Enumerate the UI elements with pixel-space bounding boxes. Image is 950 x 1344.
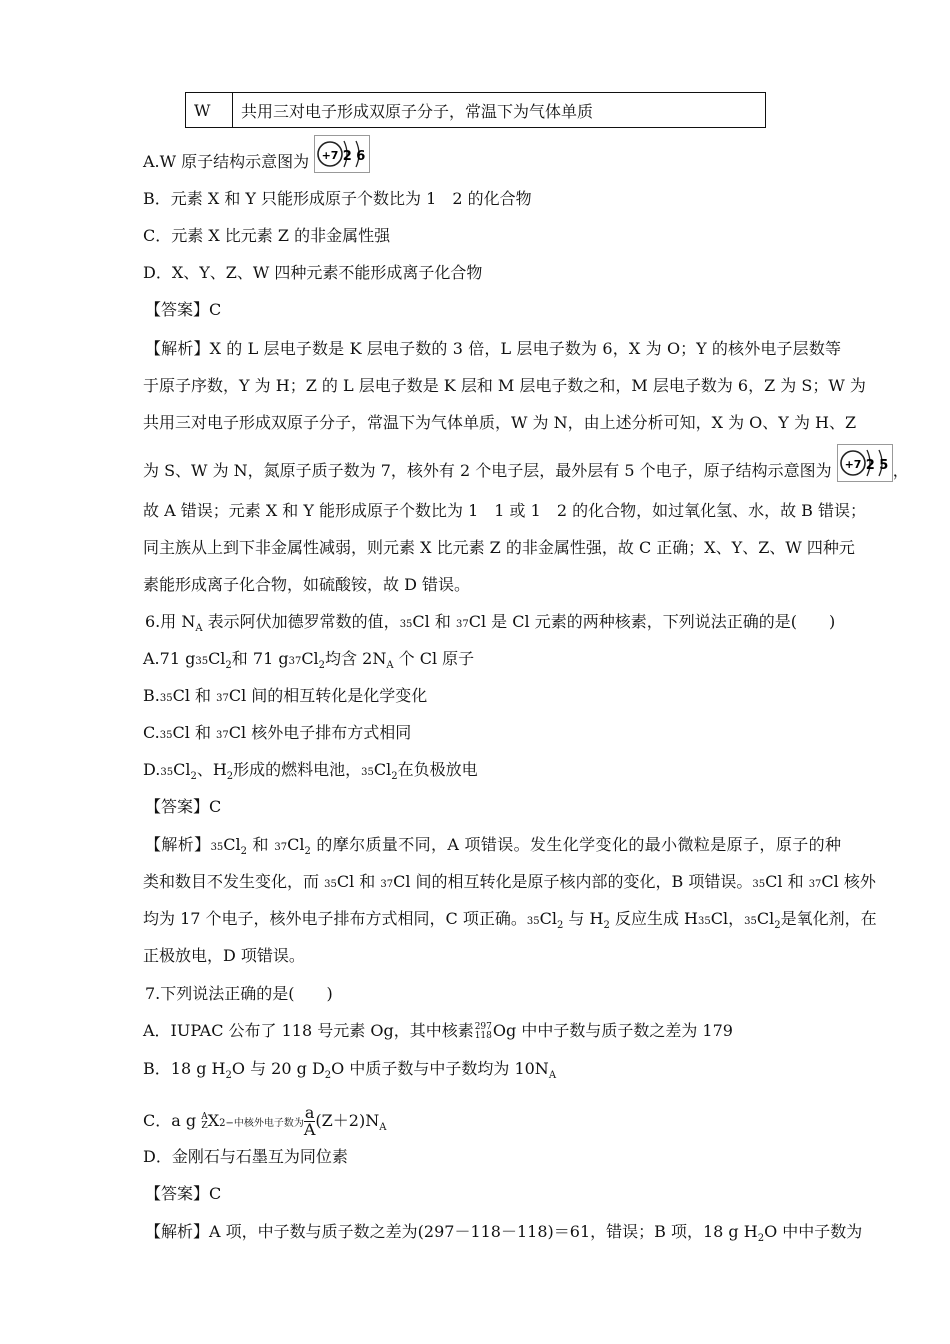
q6-text: 个 Cl 原子 xyxy=(393,649,475,668)
mass-number: 37 xyxy=(216,730,229,741)
subscript: 2 xyxy=(556,920,564,932)
mass-number: 297 xyxy=(474,1021,492,1032)
element-cl: Cl xyxy=(301,649,319,668)
q5-answer: 【答案】C xyxy=(145,300,222,319)
analysis-text: 为 S、W 为 N，氮原子质子数为 7，核外有 2 个电子层，最外层有 5 个电子，原子结构示意图为 xyxy=(143,461,832,480)
q6-text: A.71 g xyxy=(143,649,196,668)
q6-text: 间的相互转化是化学变化 xyxy=(246,686,428,705)
q5-analysis-line-6: 同主族从上到下非金属性减弱，则元素 X 比元素 Z 的非金属性强，故 C 正确；X、Y、Z、W 四种元 xyxy=(143,538,855,557)
mass-number: 35 xyxy=(752,879,766,890)
analysis-text: 类和数目不发生变化，而 xyxy=(143,872,325,891)
q6-analysis-line-4: 正极放电，D 项错误。 xyxy=(143,946,305,965)
element-cl: Cl xyxy=(228,723,247,742)
subscript: 2 xyxy=(757,1233,765,1245)
subscript: 2 xyxy=(240,846,248,858)
element-cl: Cl xyxy=(228,686,247,705)
analysis-label: 【解析】 xyxy=(145,1222,210,1241)
subscript: 2 xyxy=(225,660,232,672)
analysis-label: 【解析】 xyxy=(145,835,211,854)
atomic-number: 118 xyxy=(474,1030,492,1041)
analysis-text: 是氧化剂，在 xyxy=(780,909,877,928)
mass-number: 35 xyxy=(698,916,711,927)
mass-number: 35 xyxy=(195,656,209,667)
q5-analysis-line-7: 素能形成离子化合物，如硫酸铵，故 D 错误。 xyxy=(143,575,471,594)
q6-analysis-line-3: 均为 17 个电子，核外电子排布方式相同，C 项正确。$35Cl_2$ 与 $H_2$ 反应生成 H35Cl，$35Cl_2$是氧化剂，在 xyxy=(143,909,877,932)
element-cl: Cl xyxy=(172,686,190,705)
q5-option-b: B．元素 X 和 Y 只能形成原子个数比为 1 2 的化合物 xyxy=(143,189,532,208)
fraction-numerator: a xyxy=(304,1103,315,1122)
q5-option-d: D．X、Y、Z、W 四种元素不能形成离子化合物 xyxy=(143,263,483,282)
fraction-denominator: A xyxy=(303,1120,316,1139)
element-cl: Cl xyxy=(512,612,530,631)
q7-text: (Z＋2)N xyxy=(315,1111,380,1130)
diagram-nucleus-label: +7 xyxy=(844,457,862,471)
q6-stem-text: 元素的两种核素，下列说法正确的是( ) xyxy=(529,612,836,631)
q6-stem-text: 和 xyxy=(429,612,456,631)
element-cl: Cl xyxy=(336,872,355,891)
element-cl: Cl xyxy=(710,909,729,928)
q7-stem: 7.下列说法正确的是( ) xyxy=(145,984,333,1003)
diagram-nucleus-label: +7 xyxy=(321,148,339,162)
subscript: 2 xyxy=(391,771,398,783)
element-cl: Cl xyxy=(373,760,392,779)
mass-number: A xyxy=(201,1111,208,1122)
mass-number: 37 xyxy=(455,619,469,630)
q6-option-d xyxy=(143,760,478,787)
element-cl: Cl xyxy=(412,612,430,631)
analysis-text: 和 xyxy=(354,872,381,891)
q6-text: 、H xyxy=(196,760,227,779)
q6-analysis-line-2 xyxy=(143,872,876,895)
element-cl: Cl xyxy=(821,872,839,891)
mass-number: 37 xyxy=(274,842,288,853)
element-symbol-cell: W xyxy=(186,93,233,128)
q6-text: 核外电子排布方式相同 xyxy=(246,723,412,742)
element-description-cell: 共用三对电子形成双原子分子，常温下为气体单质 xyxy=(233,93,766,128)
q5-analysis-line-1 xyxy=(145,339,841,359)
q7-option-d: D．金刚石与石墨互为同位素 xyxy=(143,1147,348,1166)
mass-number: 37 xyxy=(288,656,302,667)
mass-number: 35 xyxy=(159,693,173,704)
subscript: A xyxy=(379,1122,387,1134)
subscript: 2 xyxy=(603,920,610,932)
analysis-text: 的摩尔质量不同，A 项错误。发生化学变化的最小微粒是原子，原子的种 xyxy=(310,835,841,854)
atom-structure-diagram-icon xyxy=(837,444,893,482)
q7-option-b xyxy=(143,1059,556,1086)
diagram-shells-label: 2 5 xyxy=(865,457,889,473)
q5-option-c: C．元素 X 比元素 Z 的非金属性强 xyxy=(143,226,391,245)
q7-text: C．a g xyxy=(143,1111,202,1130)
mass-number: 35 xyxy=(160,767,174,778)
q7-text: X xyxy=(207,1111,220,1130)
element-cl: Cl xyxy=(765,872,783,891)
analysis-text: X 的 L 层电子数是 K 层电子数的 3 倍，L 层电子数为 6，X 为 O；Y 的核外电子层数等 xyxy=(209,339,841,358)
mass-number: 35 xyxy=(744,916,757,927)
element-cl: Cl xyxy=(173,760,191,779)
q6-analysis-line-1 xyxy=(145,835,841,862)
analysis-text: 和 xyxy=(782,872,809,891)
q6-text: C. xyxy=(143,723,160,742)
q7-text: B．18 g H xyxy=(143,1059,226,1078)
table-row xyxy=(186,93,766,128)
analysis-label: 【解析】 xyxy=(145,339,210,358)
analysis-text: 均为 17 个电子，核外电子排布方式相同，C 项正确。 xyxy=(143,909,527,928)
fraction xyxy=(304,1105,316,1138)
subscript: A xyxy=(386,660,394,672)
subscript: 2 xyxy=(225,1070,232,1082)
q6-option-a xyxy=(143,649,474,676)
subscript: 2 xyxy=(318,660,326,672)
element-cl: Cl xyxy=(172,723,190,742)
q7-option-c xyxy=(143,1105,386,1138)
subscript: A xyxy=(548,1070,557,1082)
q6-text: B. xyxy=(143,686,160,705)
q7-text: 2−中核外电子数为 xyxy=(219,1118,304,1129)
analysis-text: 与 H xyxy=(563,909,604,928)
analysis-text: O 中中子数为 xyxy=(764,1222,863,1241)
nuclide-notation xyxy=(475,1023,492,1041)
subscript: 2 xyxy=(304,846,311,858)
q7-text: O 中质子数与中子数均为 10N xyxy=(331,1059,549,1078)
q5-analysis-line-4 xyxy=(143,457,909,482)
q7-text: A．IUPAC 公布了 118 号元素 Og，其中核素 xyxy=(143,1021,474,1040)
q6-option-b xyxy=(143,686,427,709)
analysis-text: 反应生成 H xyxy=(609,909,698,928)
mass-number: 35 xyxy=(210,842,224,853)
subscript: 2 xyxy=(324,1070,332,1082)
mass-number: 35 xyxy=(361,767,374,778)
mass-number: 37 xyxy=(380,879,394,890)
q6-text: 和 xyxy=(189,686,217,705)
q6-text: 在负极放电 xyxy=(397,760,478,779)
element-cl: Cl xyxy=(756,909,775,928)
mass-number: 37 xyxy=(808,879,822,890)
element-cl: Cl xyxy=(393,872,411,891)
analysis-text: 间的相互转化是原子核内部的变化，B 项错误。 xyxy=(410,872,753,891)
analysis-text: 核外 xyxy=(838,872,876,891)
element-cl: Cl xyxy=(287,835,305,854)
q6-option-c xyxy=(143,723,411,746)
q6-answer: 【答案】C xyxy=(145,797,222,816)
element-cl: Cl xyxy=(539,909,557,928)
diagram-shells-label: 2 6 xyxy=(342,148,366,164)
q7-answer: 【答案】C xyxy=(145,1184,222,1203)
q6-text: D. xyxy=(143,760,161,779)
q5-option-a xyxy=(143,148,370,173)
mass-number: 35 xyxy=(324,879,337,890)
mass-number: 37 xyxy=(216,693,229,704)
mass-number: 35 xyxy=(526,916,540,927)
atom-structure-diagram-icon xyxy=(314,135,370,173)
q7-analysis-line-1 xyxy=(145,1222,863,1249)
element-cl: Cl xyxy=(223,835,241,854)
subscript: 2 xyxy=(226,771,234,783)
q6-stem-text: 6.用 N xyxy=(145,612,196,631)
q6-stem xyxy=(145,612,835,639)
atomic-number: Z xyxy=(201,1120,208,1131)
element-cl: Cl xyxy=(468,612,487,631)
subscript: 2 xyxy=(190,771,197,783)
q6-stem-text: 表示阿伏加德罗常数的值， xyxy=(202,612,400,631)
q6-text: 均含 2N xyxy=(325,649,387,668)
q5-option-a-text: A.W 原子结构示意图为 xyxy=(143,152,310,171)
analysis-text: 和 xyxy=(247,835,275,854)
q6-text: 和 71 g xyxy=(231,649,289,668)
subscript: A xyxy=(195,623,203,635)
q6-stem-text: 是 xyxy=(486,612,513,631)
q5-analysis-line-5: 故 A 错误；元素 X 和 Y 能形成原子个数比为 1 1 或 1 2 的化合物，如过氧化氢、水，故 B 错误； xyxy=(143,501,867,520)
q7-text: O 与 20 g D xyxy=(231,1059,325,1078)
subscript: 2 xyxy=(774,920,781,932)
q7-option-a xyxy=(143,1021,733,1041)
analysis-text: ， xyxy=(892,461,909,480)
q5-analysis-line-2: 于原子序数，Y 为 H；Z 的 L 层电子数是 K 层和 M 层电子数之和，M 层电子数为 6，Z 为 S；W 为 xyxy=(143,376,866,395)
element-cl: Cl xyxy=(208,649,226,668)
q6-text: 和 xyxy=(189,723,217,742)
mass-number: 35 xyxy=(159,730,173,741)
q6-text: 形成的燃料电池， xyxy=(233,760,362,779)
analysis-text: A 项，中子数与质子数之差为(297－118－118)＝61，错误；B 项，18 g H xyxy=(209,1222,758,1241)
q5-analysis-line-3: 共用三对电子形成双原子分子，常温下为气体单质，W 为 N，由上述分析可知，X 为 O、Y 为 H、Z xyxy=(143,413,857,432)
mass-number: 35 xyxy=(399,619,413,630)
q7-text: Og 中中子数与质子数之差为 179 xyxy=(492,1021,733,1040)
element-property-table xyxy=(185,92,766,128)
